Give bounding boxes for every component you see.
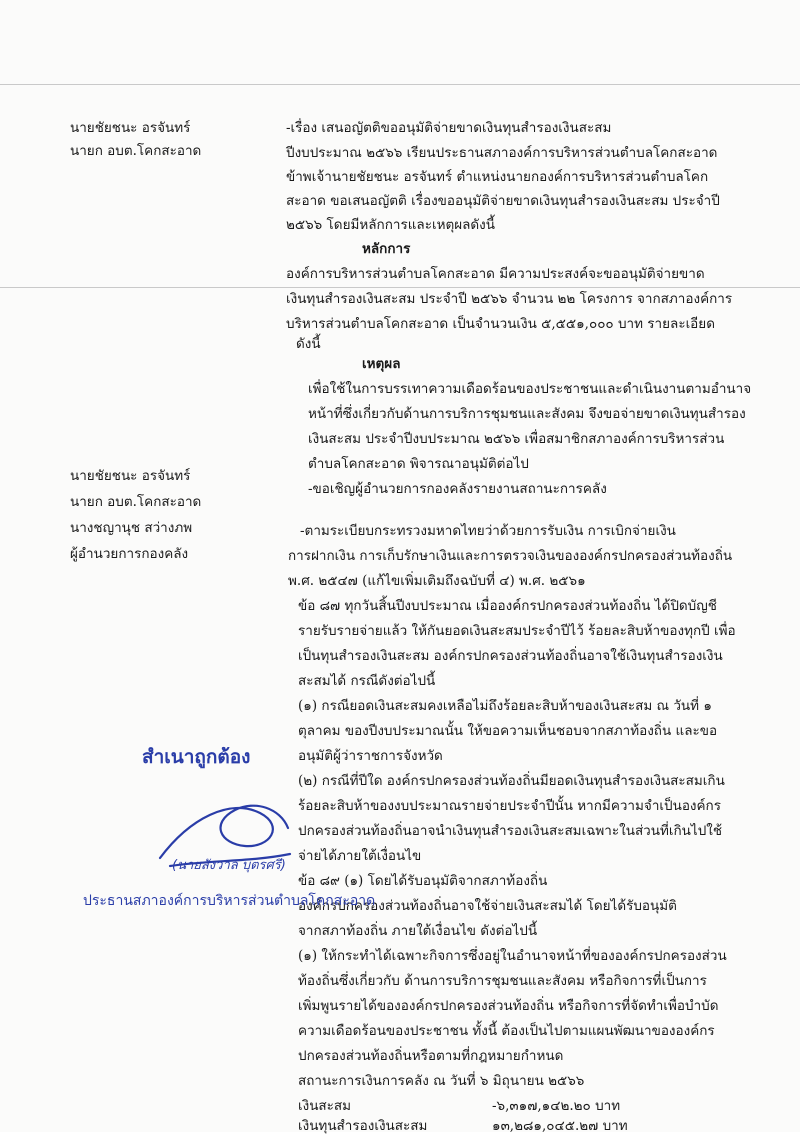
finance-label: เงินทุนสำรองเงินสะสม [298, 1118, 428, 1134]
speaker-name: นางชญานุช สว่างภพ [70, 520, 193, 536]
body-line: ดังนี้ [296, 336, 321, 352]
body-line: -เรื่อง เสนอญัตติขออนุมัติจ่ายขาดเงินทุนสำรองเงินสะสม [286, 120, 612, 136]
section-heading: เหตุผล [362, 356, 401, 372]
body-line: (๒) กรณีที่ปีใด องค์กรปกครองส่วนท้องถิ่นมียอดเงินทุนสำรองเงินสะสมเกิน [298, 773, 725, 789]
body-line: ปกครองส่วนท้องถิ่นอาจนำเงินทุนสำรองเงินสะสมเฉพาะในส่วนที่เกินไปใช้ [298, 823, 723, 839]
scan-artifact-line [0, 287, 800, 288]
body-line: ปีงบประมาณ ๒๕๖๖ เรียนประธานสภาองค์การบริหารส่วนตำบลโคกสะอาด [286, 145, 718, 161]
body-line: -ขอเชิญผู้อำนวยการกองคลังรายงานสถานะการคลัง [308, 481, 607, 497]
body-line: ตุลาคม ของปีงบประมาณนั้น ให้ขอความเห็นชอบจากสภาท้องถิ่น และขอ [298, 723, 718, 739]
body-line: รายรับรายจ่ายแล้ว ให้กันยอดเงินสะสมประจำปีไว้ ร้อยละสิบห้าของทุกปี เพื่อ [298, 623, 736, 639]
body-line: สถานะการเงินการคลัง ณ วันที่ ๖ มิถุนายน ๒๕๖๖ [298, 1073, 585, 1089]
body-line: เพิ่มพูนรายได้ขององค์กรปกครองส่วนท้องถิ่น หรือกิจการที่จัดทำเพื่อบำบัด [298, 998, 719, 1014]
body-line: บริหารส่วนตำบลโคกสะอาด เป็นจำนวนเงิน ๕,๕๕๑,๐๐๐ บาท รายละเอียด [286, 316, 715, 332]
stamp-signer-name: (นายสังวาล บุตรศรี) [172, 858, 286, 873]
section-heading: หลักการ [362, 241, 411, 257]
body-line: อนุมัติผู้ว่าราชการจังหวัด [298, 748, 443, 764]
body-line: เงินทุนสำรองเงินสะสม ประจำปี ๒๕๖๖ จำนวน ๒๒ โครงการ จากสภาองค์การ [286, 291, 733, 307]
body-line: เพื่อใช้ในการบรรเทาความเดือดร้อนของประชาชนและดำเนินงานตามอำนาจ [308, 381, 752, 397]
body-line: การฝากเงิน การเก็บรักษาเงินและการตรวจเงินขององค์กรปกครองส่วนท้องถิ่น [288, 548, 733, 564]
body-line: สะสมได้ กรณีดังต่อไปนี้ [298, 673, 436, 689]
speaker-title: นายก อบต.โคกสะอาด [70, 494, 202, 510]
certified-copy-stamp: สำเนาถูกต้อง [142, 746, 251, 768]
body-line: (๑) ให้กระทำได้เฉพาะกิจการซึ่งอยู่ในอำนาจหน้าที่ขององค์กรปกครองส่วน [298, 948, 727, 964]
body-line: หน้าที่ซึ่งเกี่ยวกับด้านการบริการชุมชนและสังคม จึงขอจ่ายขาดเงินทุนสำรอง [308, 406, 746, 422]
body-line: ๒๕๖๖ โดยมีหลักการและเหตุผลดังนี้ [286, 217, 495, 233]
speaker-name: นายชัยชนะ อรจันทร์ [70, 120, 191, 136]
finance-label: เงินสะสม [298, 1098, 352, 1114]
body-line: ความเดือดร้อนของประชาชน ทั้งนี้ ต้องเป็นไปตามแผนพัฒนาขององค์กร [298, 1023, 715, 1039]
body-line: ปกครองส่วนท้องถิ่นหรือตามที่กฎหมายกำหนด [298, 1048, 564, 1064]
body-line: ข้อ ๘๗ ทุกวันสิ้นปีงบประมาณ เมื่อองค์กรปกครองส่วนท้องถิ่น ได้ปิดบัญชี [298, 598, 717, 614]
body-line: ข้อ ๘๙ (๑) โดยได้รับอนุมัติจากสภาท้องถิ่น [298, 873, 548, 889]
body-line: จ่ายได้ภายใต้เงื่อนไข [298, 848, 422, 864]
body-line: -ตามระเบียบกระทรวงมหาดไทยว่าด้วยการรับเงิน การเบิกจ่ายเงิน [300, 523, 676, 539]
body-line: ข้าพเจ้านายชัยชนะ อรจันทร์ ตำแหน่งนายกองค์การบริหารส่วนตำบลโคก [286, 169, 709, 185]
body-line: องค์กรปกครองส่วนท้องถิ่นอาจใช้จ่ายเงินสะสมได้ โดยได้รับอนุมัติ [298, 898, 677, 914]
body-line: (๑) กรณียอดเงินสะสมคงเหลือไม่ถึงร้อยละสิบห้าของเงินสะสม ณ วันที่ ๑ [298, 698, 712, 714]
body-line: ตำบลโคกสะอาด พิจารณาอนุมัติต่อไป [308, 456, 529, 472]
scan-artifact-line [0, 84, 800, 85]
body-line: พ.ศ. ๒๕๔๗ (แก้ไขเพิ่มเติมถึงฉบับที่ ๔) พ.ศ. ๒๕๖๑ [288, 573, 586, 589]
stamp-signer-position: ประธานสภาองค์การบริหารส่วนตำบลโคกสะอาด [83, 893, 376, 909]
body-line: ร้อยละสิบห้าของงบประมาณรายจ่ายประจำปีนั้น หากมีความจำเป็นองค์กร [298, 798, 721, 814]
body-line: องค์การบริหารส่วนตำบลโคกสะอาด มีความประสงค์จะขออนุมัติจ่ายขาด [286, 266, 705, 282]
finance-value: -๖,๓๑๗,๑๔๒.๒๐ บาท [492, 1098, 621, 1114]
speaker-title: ผู้อำนวยการกองคลัง [70, 546, 189, 562]
speaker-title: นายก อบต.โคกสะอาด [70, 143, 202, 159]
body-line: เป็นทุนสำรองเงินสะสม องค์กรปกครองส่วนท้องถิ่นอาจใช้เงินทุนสำรองเงิน [298, 648, 723, 664]
body-line: สะอาด ขอเสนอญัตติ เรื่องขออนุมัติจ่ายขาดเงินทุนสำรองเงินสะสม ประจำปี [286, 193, 720, 209]
body-line: เงินสะสม ประจำปีงบประมาณ ๒๕๖๖ เพื่อสมาชิกสภาองค์การบริหารส่วน [308, 431, 725, 447]
speaker-name: นายชัยชนะ อรจันทร์ [70, 468, 191, 484]
finance-value: ๑๓,๒๘๑,๐๔๕.๒๗ บาท [492, 1118, 628, 1134]
body-line: ท้องถิ่นซึ่งเกี่ยวกับ ด้านการบริการชุมชนและสังคม หรือกิจการที่เป็นการ [298, 973, 707, 989]
body-line: จากสภาท้องถิ่น ภายใต้เงื่อนไข ดังต่อไปนี้ [298, 923, 538, 939]
